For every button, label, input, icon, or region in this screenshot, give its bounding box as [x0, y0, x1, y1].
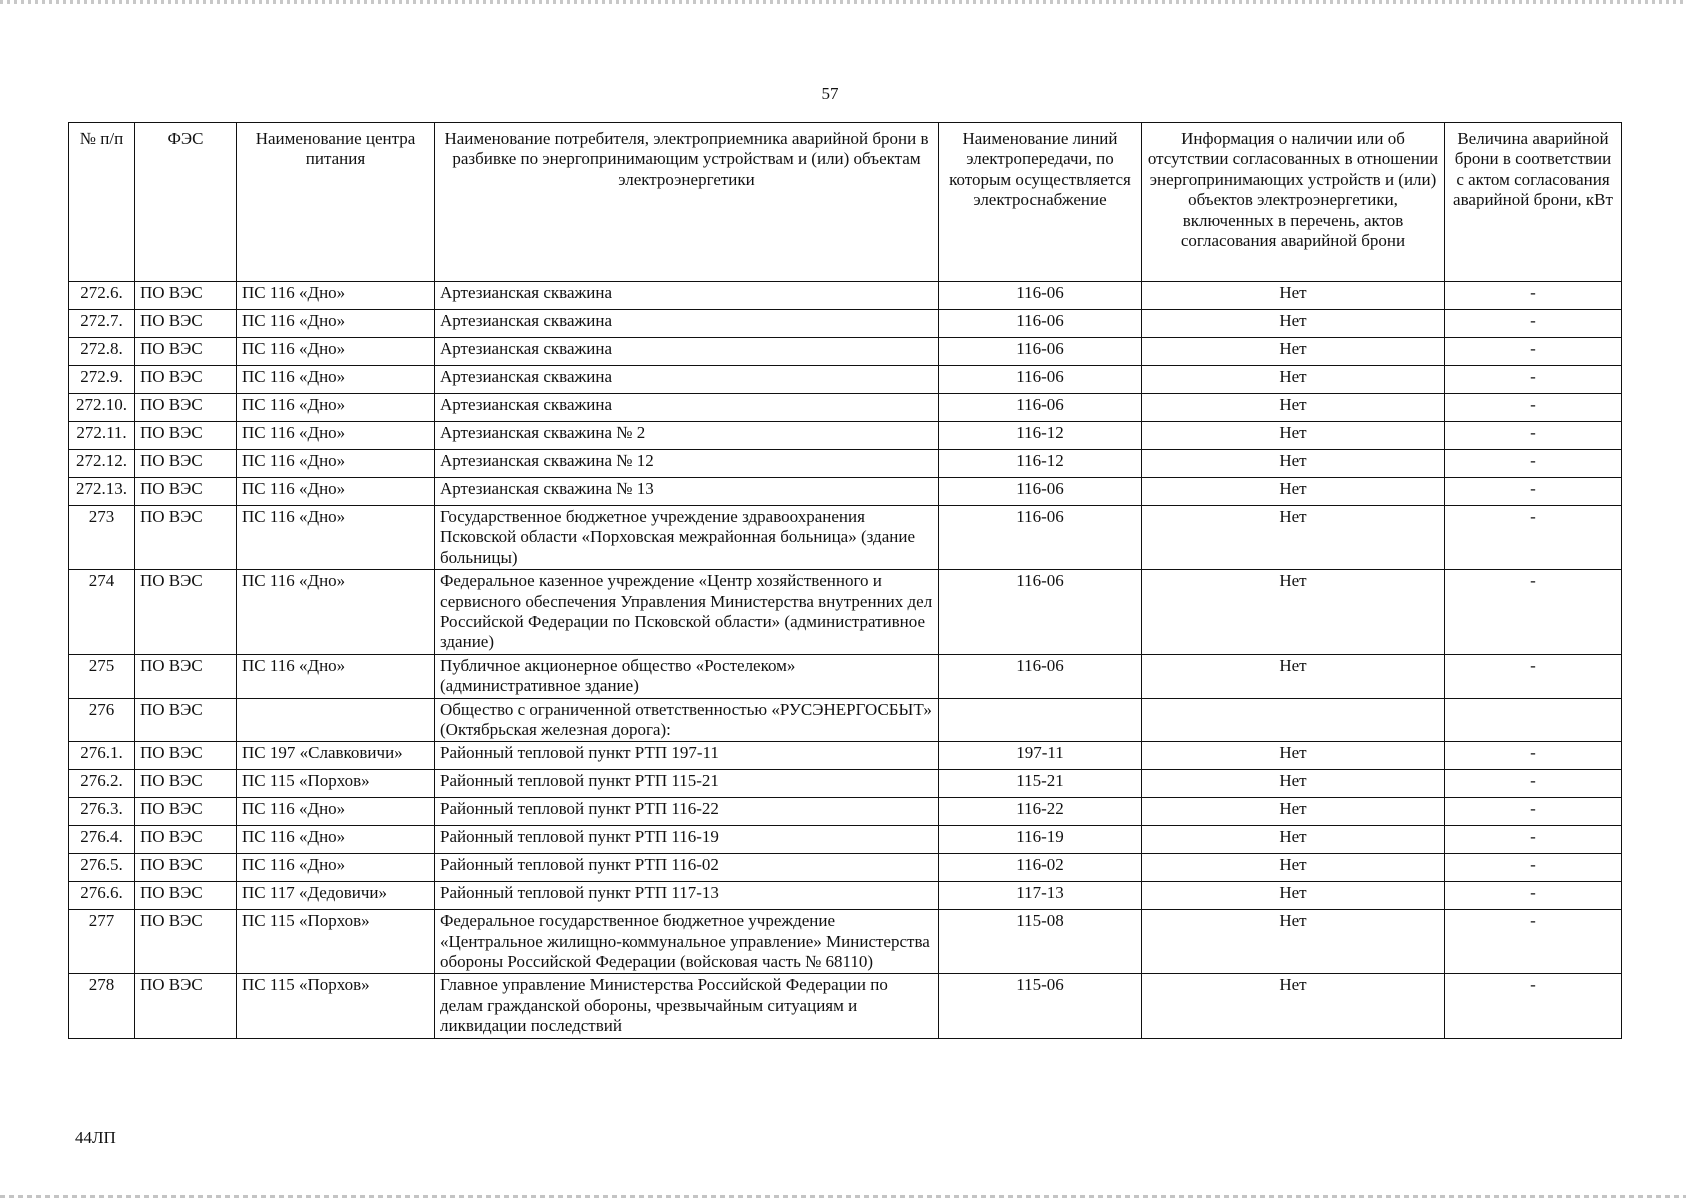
cell-number: 276.2. — [69, 770, 135, 798]
cell-power-line: 116-02 — [939, 854, 1142, 882]
cell-consumer: Районный тепловой пункт РТП 116-02 — [435, 854, 939, 882]
cell-agreement: Нет — [1142, 366, 1445, 394]
cell-number: 272.12. — [69, 450, 135, 478]
cell-power-center: ПС 116 «Дно» — [237, 506, 435, 570]
cell-reserve-value: - — [1445, 742, 1622, 770]
table-header — [69, 123, 1622, 282]
cell-agreement: Нет — [1142, 654, 1445, 698]
cell-power-center: ПС 116 «Дно» — [237, 338, 435, 366]
cell-consumer: Артезианская скважина № 2 — [435, 422, 939, 450]
cell-agreement: Нет — [1142, 422, 1445, 450]
cell-power-center — [237, 698, 435, 742]
cell-agreement: Нет — [1142, 338, 1445, 366]
table-row — [69, 450, 1622, 478]
cell-power-line: 116-06 — [939, 506, 1142, 570]
cell-agreement: Нет — [1142, 882, 1445, 910]
cell-fes: ПО ВЭС — [135, 338, 237, 366]
cell-reserve-value: - — [1445, 854, 1622, 882]
cell-number: 278 — [69, 974, 135, 1038]
cell-power-center: ПС 115 «Порхов» — [237, 770, 435, 798]
cell-fes: ПО ВЭС — [135, 282, 237, 310]
cell-consumer: Артезианская скважина № 13 — [435, 478, 939, 506]
cell-agreement: Нет — [1142, 282, 1445, 310]
cell-consumer: Районный тепловой пункт РТП 116-19 — [435, 826, 939, 854]
cell-agreement: Нет — [1142, 742, 1445, 770]
cell-power-center: ПС 116 «Дно» — [237, 854, 435, 882]
header-fes: ФЭС — [135, 123, 237, 282]
cell-consumer: Государственное бюджетное учреждение здравоохранения Псковской области «Порховская межрайонная больница» (здание больницы) — [435, 506, 939, 570]
cell-agreement: Нет — [1142, 974, 1445, 1038]
cell-power-center: ПС 116 «Дно» — [237, 366, 435, 394]
cell-power-line: 116-06 — [939, 282, 1142, 310]
cell-fes: ПО ВЭС — [135, 478, 237, 506]
cell-number: 276.4. — [69, 826, 135, 854]
cell-consumer: Артезианская скважина — [435, 338, 939, 366]
page-number: 57 — [821, 84, 839, 103]
header-consumer: Наименование потребителя, электроприемника аварийной брони в разбивке по энергопринимающим устройствам и (или) объектам электроэнергетики — [435, 123, 939, 282]
cell-number: 272.8. — [69, 338, 135, 366]
cell-consumer: Главное управление Министерства Российской Федерации по делам гражданской обороны, чрезвычайным ситуациям и ликвидации последствий — [435, 974, 939, 1038]
cell-power-center: ПС 116 «Дно» — [237, 798, 435, 826]
table-row — [69, 698, 1622, 742]
cell-reserve-value: - — [1445, 974, 1622, 1038]
cell-agreement — [1142, 698, 1445, 742]
cell-power-line: 115-06 — [939, 974, 1142, 1038]
table-row — [69, 570, 1622, 655]
cell-power-center: ПС 116 «Дно» — [237, 450, 435, 478]
cell-number: 272.10. — [69, 394, 135, 422]
cell-fes: ПО ВЭС — [135, 798, 237, 826]
cell-agreement: Нет — [1142, 770, 1445, 798]
cell-reserve-value — [1445, 698, 1622, 742]
table-row — [69, 366, 1622, 394]
cell-consumer: Артезианская скважина — [435, 394, 939, 422]
cell-reserve-value: - — [1445, 506, 1622, 570]
cell-consumer: Федеральное государственное бюджетное учреждение «Центральное жилищно-коммунальное управление» Министерства обороны Российской Федерации (войсковая часть № 68110) — [435, 910, 939, 974]
cell-power-center: ПС 116 «Дно» — [237, 310, 435, 338]
cell-power-line — [939, 698, 1142, 742]
cell-power-line: 115-08 — [939, 910, 1142, 974]
cell-consumer: Артезианская скважина — [435, 310, 939, 338]
cell-reserve-value: - — [1445, 826, 1622, 854]
header-row — [69, 123, 1622, 282]
cell-reserve-value: - — [1445, 366, 1622, 394]
cell-number: 276.3. — [69, 798, 135, 826]
cell-number: 272.13. — [69, 478, 135, 506]
cell-agreement: Нет — [1142, 910, 1445, 974]
cell-reserve-value: - — [1445, 654, 1622, 698]
table-row — [69, 422, 1622, 450]
cell-reserve-value: - — [1445, 570, 1622, 655]
cell-consumer: Артезианская скважина — [435, 282, 939, 310]
table-row — [69, 282, 1622, 310]
cell-power-center: ПС 116 «Дно» — [237, 826, 435, 854]
cell-power-line: 117-13 — [939, 882, 1142, 910]
cell-power-center: ПС 116 «Дно» — [237, 282, 435, 310]
cell-consumer: Федеральное казенное учреждение «Центр хозяйственного и сервисного обеспечения Управления Министерства внутренних дел Российской Федерации по Псковской области» (административное здание) — [435, 570, 939, 655]
cell-reserve-value: - — [1445, 310, 1622, 338]
cell-number: 272.6. — [69, 282, 135, 310]
cell-number: 276.5. — [69, 854, 135, 882]
table-row — [69, 394, 1622, 422]
cell-fes: ПО ВЭС — [135, 974, 237, 1038]
scan-edge-bottom — [0, 1195, 1686, 1198]
table-row — [69, 338, 1622, 366]
table-row — [69, 770, 1622, 798]
cell-agreement: Нет — [1142, 310, 1445, 338]
cell-consumer: Артезианская скважина № 12 — [435, 450, 939, 478]
header-agreement-info: Информация о наличии или об отсутствии согласованных в отношении энергопринимающих устройств и (или) объектов электроэнергетики, включенных в перечень, актов согласования аварийной брони — [1142, 123, 1445, 282]
cell-fes: ПО ВЭС — [135, 654, 237, 698]
table-row — [69, 310, 1622, 338]
cell-agreement: Нет — [1142, 394, 1445, 422]
cell-power-line: 116-12 — [939, 422, 1142, 450]
cell-fes: ПО ВЭС — [135, 882, 237, 910]
header-power-center: Наименование центра питания — [237, 123, 435, 282]
cell-agreement: Нет — [1142, 826, 1445, 854]
cell-reserve-value: - — [1445, 770, 1622, 798]
cell-power-center: ПС 116 «Дно» — [237, 478, 435, 506]
cell-reserve-value: - — [1445, 450, 1622, 478]
cell-fes: ПО ВЭС — [135, 394, 237, 422]
cell-power-center: ПС 115 «Порхов» — [237, 974, 435, 1038]
header-number: № п/п — [69, 123, 135, 282]
cell-power-line: 116-06 — [939, 310, 1142, 338]
cell-power-line: 116-06 — [939, 338, 1142, 366]
cell-fes: ПО ВЭС — [135, 910, 237, 974]
table-row — [69, 798, 1622, 826]
cell-power-center: ПС 117 «Дедовичи» — [237, 882, 435, 910]
table-row — [69, 506, 1622, 570]
cell-reserve-value: - — [1445, 282, 1622, 310]
cell-number: 272.7. — [69, 310, 135, 338]
cell-number: 273 — [69, 506, 135, 570]
cell-agreement: Нет — [1142, 798, 1445, 826]
cell-power-center: ПС 116 «Дно» — [237, 654, 435, 698]
cell-reserve-value: - — [1445, 338, 1622, 366]
cell-agreement: Нет — [1142, 854, 1445, 882]
cell-fes: ПО ВЭС — [135, 770, 237, 798]
cell-fes: ПО ВЭС — [135, 310, 237, 338]
cell-number: 276 — [69, 698, 135, 742]
cell-power-center: ПС 116 «Дно» — [237, 422, 435, 450]
cell-number: 277 — [69, 910, 135, 974]
cell-number: 272.11. — [69, 422, 135, 450]
cell-fes: ПО ВЭС — [135, 854, 237, 882]
cell-consumer: Общество с ограниченной ответственностью «РУСЭНЕРГОСБЫТ» (Октябрьская железная дорога): — [435, 698, 939, 742]
cell-fes: ПО ВЭС — [135, 450, 237, 478]
cell-reserve-value: - — [1445, 910, 1622, 974]
cell-power-line: 116-22 — [939, 798, 1142, 826]
header-reserve-value: Величина аварийной брони в соответствии с актом согласования аварийной брони, кВт — [1445, 123, 1622, 282]
cell-power-center: ПС 116 «Дно» — [237, 394, 435, 422]
table-body — [69, 282, 1622, 1039]
cell-agreement: Нет — [1142, 450, 1445, 478]
cell-power-line: 116-06 — [939, 654, 1142, 698]
cell-agreement: Нет — [1142, 478, 1445, 506]
cell-number: 272.9. — [69, 366, 135, 394]
cell-power-center: ПС 115 «Порхов» — [237, 910, 435, 974]
table-row — [69, 882, 1622, 910]
scan-edge-top — [0, 0, 1686, 4]
table-row — [69, 974, 1622, 1038]
cell-consumer: Артезианская скважина — [435, 366, 939, 394]
cell-power-line: 116-06 — [939, 570, 1142, 655]
cell-number: 274 — [69, 570, 135, 655]
cell-power-center: ПС 116 «Дно» — [237, 570, 435, 655]
cell-fes: ПО ВЭС — [135, 826, 237, 854]
table-row — [69, 478, 1622, 506]
cell-reserve-value: - — [1445, 798, 1622, 826]
cell-reserve-value: - — [1445, 478, 1622, 506]
cell-consumer: Районный тепловой пункт РТП 117-13 — [435, 882, 939, 910]
cell-fes: ПО ВЭС — [135, 422, 237, 450]
cell-fes: ПО ВЭС — [135, 366, 237, 394]
table-row — [69, 742, 1622, 770]
cell-power-line: 116-06 — [939, 366, 1142, 394]
cell-reserve-value: - — [1445, 394, 1622, 422]
cell-number: 275 — [69, 654, 135, 698]
cell-consumer: Районный тепловой пункт РТП 197-11 — [435, 742, 939, 770]
cell-agreement: Нет — [1142, 570, 1445, 655]
table-row — [69, 826, 1622, 854]
cell-consumer: Районный тепловой пункт РТП 116-22 — [435, 798, 939, 826]
cell-consumer: Районный тепловой пункт РТП 115-21 — [435, 770, 939, 798]
cell-consumer: Публичное акционерное общество «Ростелеком» (административное здание) — [435, 654, 939, 698]
table-row — [69, 854, 1622, 882]
cell-number: 276.1. — [69, 742, 135, 770]
footer-code: 44ЛП — [75, 1128, 116, 1147]
cell-agreement: Нет — [1142, 506, 1445, 570]
cell-reserve-value: - — [1445, 422, 1622, 450]
cell-number: 276.6. — [69, 882, 135, 910]
cell-power-line: 116-06 — [939, 478, 1142, 506]
cell-power-line: 115-21 — [939, 770, 1142, 798]
table-row — [69, 654, 1622, 698]
reserve-table — [68, 122, 1622, 1039]
cell-power-line: 116-19 — [939, 826, 1142, 854]
cell-fes: ПО ВЭС — [135, 570, 237, 655]
cell-power-line: 116-06 — [939, 394, 1142, 422]
cell-fes: ПО ВЭС — [135, 698, 237, 742]
cell-fes: ПО ВЭС — [135, 742, 237, 770]
cell-power-line: 197-11 — [939, 742, 1142, 770]
cell-reserve-value: - — [1445, 882, 1622, 910]
cell-power-line: 116-12 — [939, 450, 1142, 478]
header-power-lines: Наименование линий электропередачи, по которым осуществляется электроснабжение — [939, 123, 1142, 282]
cell-fes: ПО ВЭС — [135, 506, 237, 570]
table-row — [69, 910, 1622, 974]
cell-power-center: ПС 197 «Славковичи» — [237, 742, 435, 770]
